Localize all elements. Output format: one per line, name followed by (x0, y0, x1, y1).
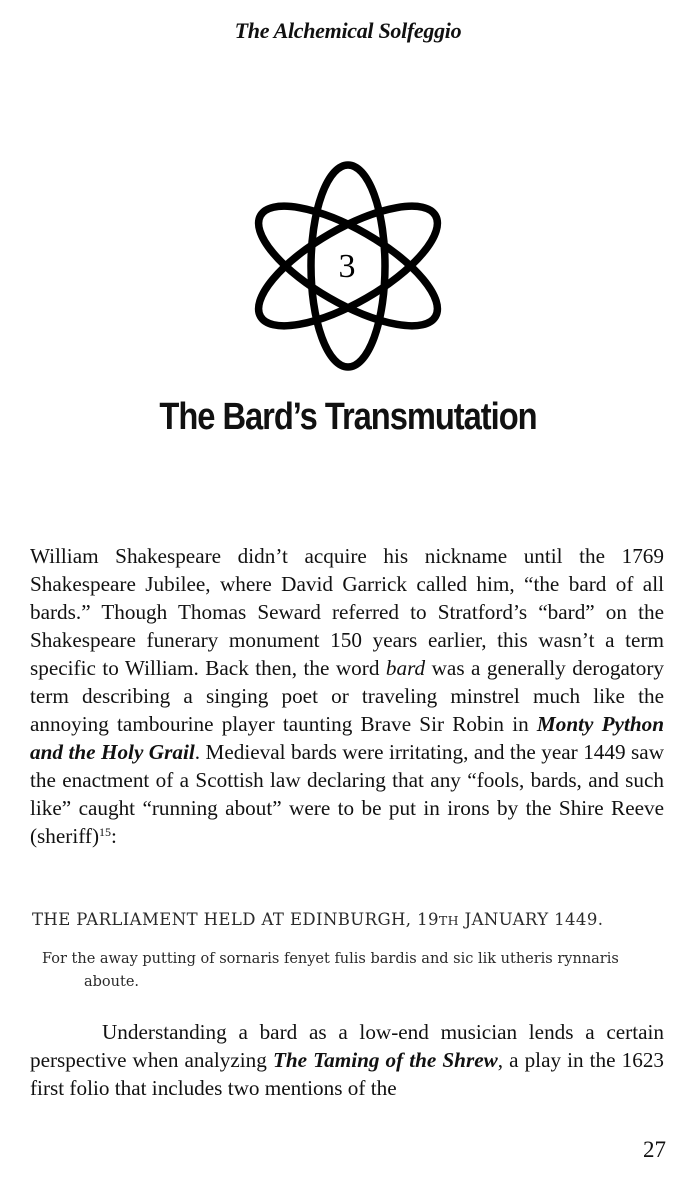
film-title: Monty Python and the Holy Grail (30, 712, 664, 764)
paragraph-text: , a play in the 1623 first folio that includes two mentions of the (30, 1048, 665, 1100)
paragraph-text: : (111, 824, 117, 848)
quotation-line-1: For the away putting of sornaris fenyet fulis bardis and sic lik utheris rynnaris (42, 951, 619, 967)
running-head: The Alchemical Solfeggio (234, 18, 462, 43)
chapter-number: 3 (338, 248, 356, 285)
paragraph-text: was a generally derogatory term describing a singing poet or traveling minstrel much like the annoying tambourine player taunting Brave Sir Robin in (30, 656, 664, 736)
paragraph-text: William Shakespeare didn’t acquire his nickname until the 1769 Shakespeare Jubilee, where David Garrick called him, “the bard of all bards.” Though Thomas Seward referred to Stratford’s “bard” on the Shakespeare funerary monument 150 years earlier, this wasn’t a term specific to William. Back then, the word (30, 544, 664, 680)
body-paragraph-2 (30, 1018, 664, 1102)
quotation-heading-tail: JANUARY 1449. (458, 910, 604, 929)
quotation-heading-ordinal: TH (438, 913, 459, 928)
play-title: The Taming of the Shrew (272, 1048, 498, 1072)
atom-icon (248, 156, 448, 376)
quotation-heading-main: THE PARLIAMENT HELD AT EDINBURGH, 19 (32, 910, 439, 929)
quotation-body (42, 948, 654, 994)
quotation-line-2: aboute. (84, 974, 140, 990)
footnote-reference: 15 (99, 825, 112, 839)
page-number: 27 (643, 1137, 666, 1162)
paragraph-text: . Medieval bards were irritating, and the year 1449 saw the enactment of a Scottish law declaring that any “fools, bards, and such like” caught “running about” were to be put in irons by the Shire Reeve (sheriff) (30, 740, 664, 848)
body-paragraph-1 (30, 542, 664, 850)
quotation-heading (32, 910, 664, 929)
paragraph-text: Understanding a bard as a low-end musician lends a certain perspective when analyzing (30, 1020, 664, 1072)
chapter-title: The Bard’s Transmutation (159, 396, 537, 438)
chapter-emblem (248, 156, 448, 376)
italic-word: bard (385, 656, 426, 680)
